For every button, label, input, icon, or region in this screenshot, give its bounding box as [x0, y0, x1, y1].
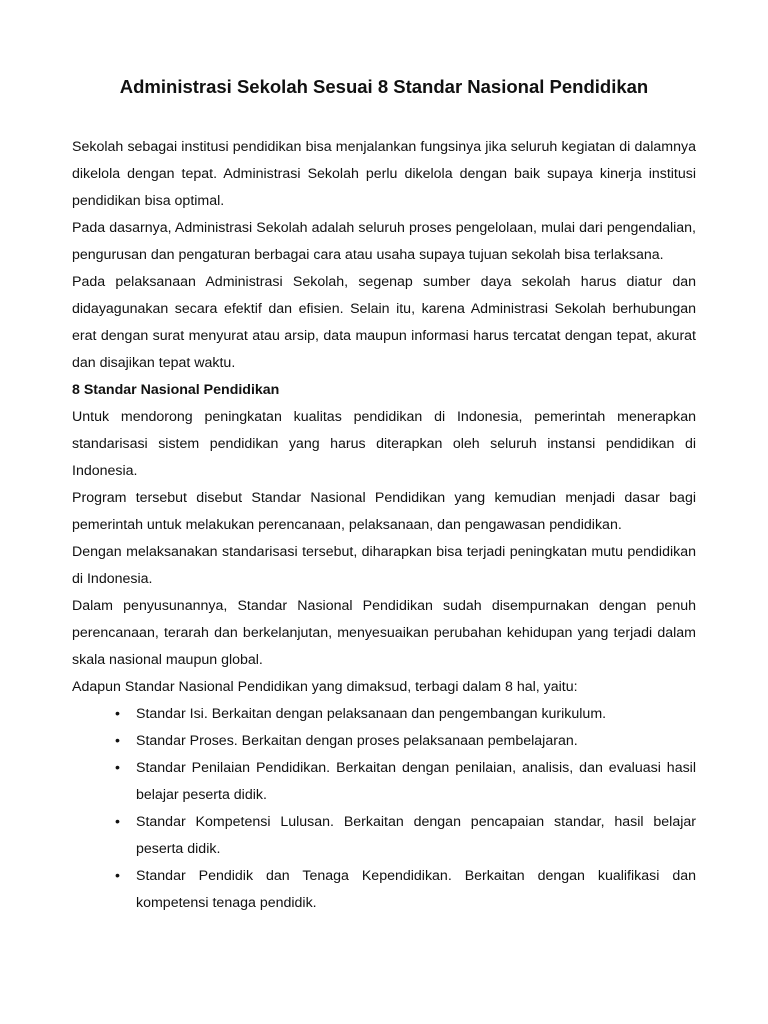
list-item: [72, 728, 696, 755]
list-item-text: Standar Proses. Berkaitan dengan proses pelaksanaan pembelajaran.: [136, 733, 578, 749]
section-heading: 8 Standar Nasional Pendidikan: [72, 382, 280, 398]
list-item: [72, 809, 696, 863]
bullet-icon: •: [115, 760, 120, 776]
intro-paragraph-3: Pada pelaksanaan Administrasi Sekolah, segenap sumber daya sekolah harus diatur dan didayagunakan secara efektif dan efisien. Selain itu, karena Administrasi Sekolah berhubungan erat dengan surat menyurat atau arsip, data maupun informasi harus tercatat dengan tepat, akurat dan disajikan tepat waktu.: [72, 274, 696, 371]
intro-paragraph-1: Sekolah sebagai institusi pendidikan bisa menjalankan fungsinya jika seluruh kegiatan di dalamnya dikelola dengan tepat. Administrasi Sekolah perlu dikelola dengan baik supaya kinerja institusi pendidikan bisa optimal.: [72, 139, 696, 209]
list-item-text: Standar Kompetensi Lulusan. Berkaitan dengan pencapaian standar, hasil belajar peserta didik.: [136, 814, 696, 857]
bullet-icon: •: [115, 868, 120, 884]
bullet-icon: •: [115, 733, 120, 749]
list-item-text: Standar Pendidik dan Tenaga Kependidikan. Berkaitan dengan kualifikasi dan kompetensi tenaga pendidik.: [136, 868, 696, 911]
bullet-icon: •: [115, 706, 120, 722]
section-paragraph-1: Untuk mendorong peningkatan kualitas pendidikan di Indonesia, pemerintah menerapkan standarisasi sistem pendidikan yang harus diterapkan oleh seluruh instansi pendidikan di Indonesia.: [72, 409, 696, 479]
section-paragraph-5: Adapun Standar Nasional Pendidikan yang dimaksud, terbagi dalam 8 hal, yaitu:: [72, 679, 578, 695]
list-item: [72, 701, 696, 728]
list-item-text: Standar Isi. Berkaitan dengan pelaksanaan dan pengembangan kurikulum.: [136, 706, 607, 722]
bullet-icon: •: [115, 814, 120, 830]
list-item-text: Standar Penilaian Pendidikan. Berkaitan dengan penilaian, analisis, dan evaluasi hasil belajar peserta didik.: [136, 760, 696, 803]
standards-list: [72, 701, 696, 917]
section-paragraph-2: Program tersebut disebut Standar Nasional Pendidikan yang kemudian menjadi dasar bagi pemerintah untuk melakukan perencanaan, pelaksanaan, dan pengawasan pendidikan.: [72, 490, 696, 533]
list-item: [72, 755, 696, 809]
section-paragraph-3: Dengan melaksanakan standarisasi tersebut, diharapkan bisa terjadi peningkatan mutu pendidikan di Indonesia.: [72, 544, 696, 587]
intro-paragraph-2: Pada dasarnya, Administrasi Sekolah adalah seluruh proses pengelolaan, mulai dari pengendalian, pengurusan dan pengaturan berbagai cara atau usaha supaya tujuan sekolah bisa terlaksana.: [72, 220, 696, 263]
section-paragraph-4: Dalam penyusunannya, Standar Nasional Pendidikan sudah disempurnakan dengan penuh perencanaan, terarah dan berkelanjutan, menyesuaikan perubahan kehidupan yang terjadi dalam skala nasional maupun global.: [72, 598, 696, 668]
list-item: [72, 863, 696, 917]
document-title: Administrasi Sekolah Sesuai 8 Standar Nasional Pendidikan: [119, 76, 649, 97]
